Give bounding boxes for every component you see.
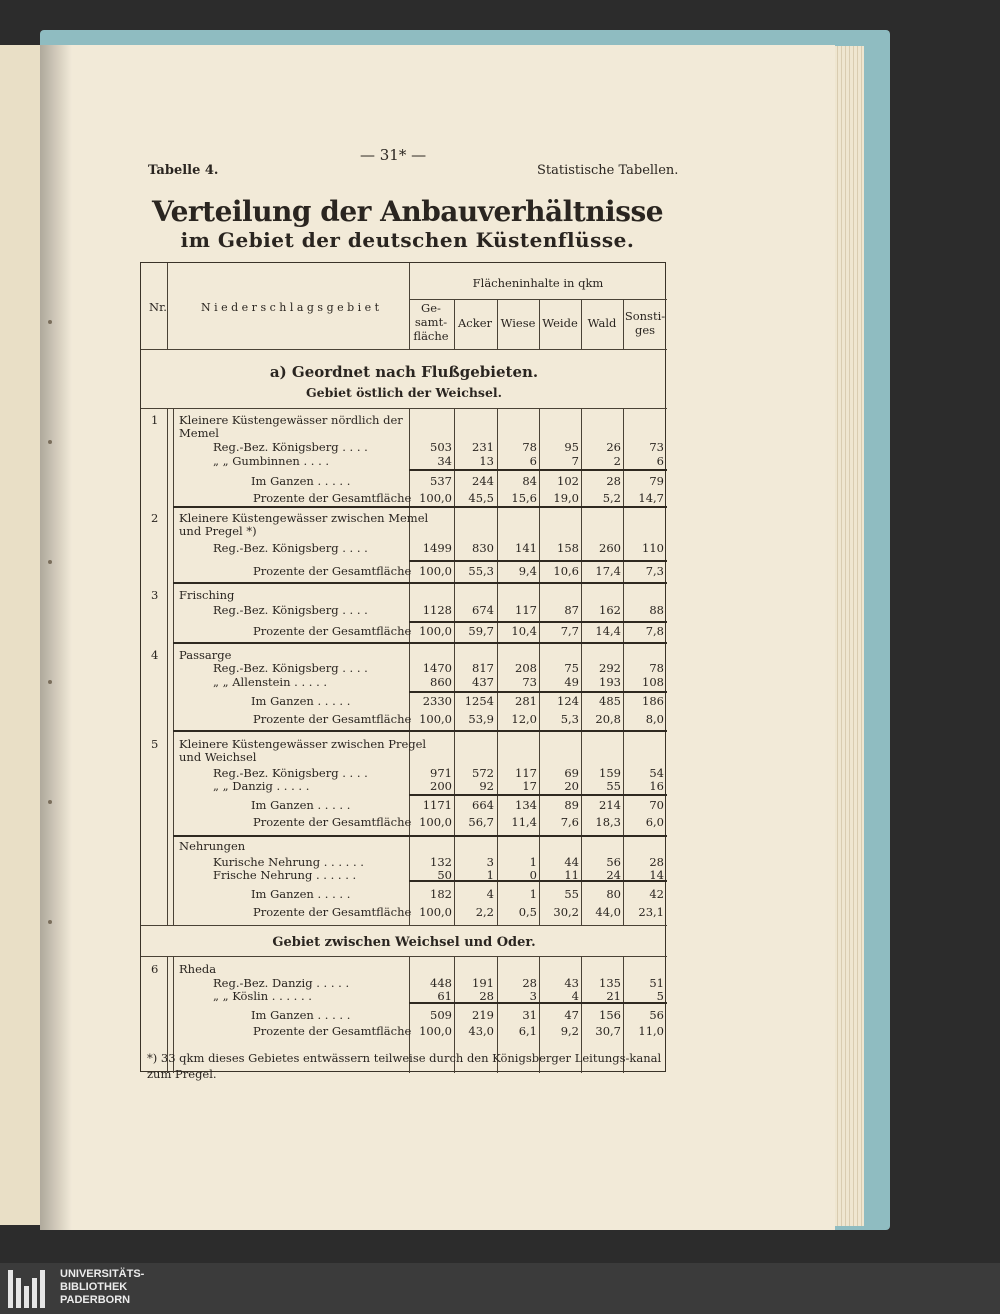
- col-header-gesamt-3: fläche: [413, 329, 449, 343]
- table-cell: 30,7: [595, 1024, 621, 1038]
- table-cell: 51: [649, 976, 664, 990]
- stitch-mark: [48, 800, 52, 804]
- library-logo-icon: [8, 1270, 52, 1308]
- table-cell: 6,0: [645, 815, 664, 829]
- table-cell: 509: [430, 1008, 452, 1022]
- rule: [539, 408, 540, 925]
- row-label: Im Ganzen . . . . .: [251, 887, 351, 901]
- row-label: Im Ganzen . . . . .: [251, 1008, 351, 1022]
- col-header-acker: Acker: [457, 316, 493, 330]
- table-cell: 219: [472, 1008, 494, 1022]
- row-number: 4: [151, 648, 159, 662]
- table-cell: 19,0: [553, 491, 579, 505]
- table-cell: 7: [571, 454, 579, 468]
- rule: [623, 299, 624, 349]
- row-label: Im Ganzen . . . . .: [251, 798, 351, 812]
- table-cell: 59,7: [468, 624, 494, 638]
- footnote: *) 33 qkm dieses Gebietes entwässern teilweise durch den Königsberger Leitungs-kanal zum Pregel.: [147, 1051, 662, 1081]
- table-cell: 9,4: [518, 564, 537, 578]
- table-cell: 15,6: [511, 491, 537, 505]
- stitch-mark: [48, 680, 52, 684]
- table-cell: 14: [649, 868, 664, 882]
- row-label: Reg.-Bez. Danzig . . . . .: [213, 976, 350, 990]
- stitch-mark: [48, 560, 52, 564]
- table-cell: 156: [599, 1008, 621, 1022]
- table-cell: 1499: [422, 541, 452, 555]
- rule: [409, 299, 667, 300]
- table-cell: 89: [564, 798, 579, 812]
- col-header-gesamt-2: samt-: [414, 315, 448, 329]
- section-title: Gebiet zwischen Weichsel und Oder.: [272, 935, 536, 950]
- row-label: Memel: [179, 426, 219, 440]
- library-name: [60, 1268, 144, 1307]
- col-header-nr: Nr.: [149, 300, 167, 314]
- table-cell: 79: [649, 474, 664, 488]
- row-number: 2: [151, 511, 159, 525]
- table-cell: 2: [613, 454, 621, 468]
- table-cell: 50: [437, 868, 452, 882]
- rule: [497, 408, 498, 925]
- rule: [539, 299, 540, 349]
- row-label: Frisching: [179, 588, 235, 602]
- row-label: Reg.-Bez. Königsberg . . . .: [213, 541, 368, 555]
- row-label: und Weichsel: [179, 750, 257, 764]
- rule: [173, 835, 667, 837]
- table-cell: 55,3: [468, 564, 494, 578]
- row-number: 6: [151, 962, 159, 976]
- row-label: Reg.-Bez. Königsberg . . . .: [213, 661, 368, 675]
- table-cell: 159: [599, 766, 621, 780]
- table-cell: 141: [515, 541, 537, 555]
- table-cell: 55: [564, 887, 579, 901]
- page-title: Verteilung der Anbauverhältnisse: [151, 195, 664, 228]
- row-number: 1: [151, 413, 159, 427]
- row-label: Reg.-Bez. Königsberg . . . .: [213, 603, 368, 617]
- table-cell: 214: [599, 798, 621, 812]
- col-header-area: N i e d e r s c h l a g s g e b i e t: [201, 301, 380, 314]
- table-cell: 80: [606, 887, 621, 901]
- table-cell: 1128: [422, 603, 452, 617]
- rule: [409, 560, 667, 562]
- table-cell: 28: [522, 976, 537, 990]
- col-header-wald: Wald: [587, 316, 617, 330]
- table-cell: 28: [479, 989, 494, 1003]
- table-cell: 7,6: [560, 815, 579, 829]
- table-cell: 100,0: [419, 491, 452, 505]
- table-cell: 2,2: [475, 905, 494, 919]
- table-cell: 200: [430, 779, 452, 793]
- table-cell: 44: [564, 855, 579, 869]
- table-cell: 6: [656, 454, 664, 468]
- table-cell: 69: [564, 766, 579, 780]
- table-cell: 6,1: [518, 1024, 537, 1038]
- table-cell: 20,8: [595, 712, 621, 726]
- table-cell: 162: [599, 603, 621, 617]
- rule: [173, 730, 667, 732]
- library-name-line1: UNIVERSITÄTS-: [60, 1268, 145, 1280]
- rule: [173, 506, 667, 508]
- table-cell: 20: [564, 779, 579, 793]
- table-cell: 503: [430, 440, 452, 454]
- table-cell: 1470: [422, 661, 452, 675]
- rule: [167, 263, 168, 349]
- section-subtitle: Gebiet östlich der Weichsel.: [305, 385, 503, 400]
- table-cell: 117: [515, 603, 537, 617]
- rule: [409, 794, 667, 796]
- row-label: Prozente der Gesamtfläche: [253, 1024, 412, 1038]
- row-label: Kurische Nehrung . . . . . .: [213, 855, 364, 869]
- table-cell: 1171: [422, 798, 452, 812]
- table-cell: 231: [472, 440, 494, 454]
- table-cell: 537: [430, 474, 452, 488]
- rule: [497, 299, 498, 349]
- stitch-mark: [48, 440, 52, 444]
- table-cell: 13: [479, 454, 494, 468]
- table-cell: 664: [472, 798, 494, 812]
- table-cell: 0,5: [518, 905, 537, 919]
- table-cell: 28: [606, 474, 621, 488]
- data-table: [140, 262, 666, 1072]
- table-cell: 9,2: [560, 1024, 579, 1038]
- table-cell: 191: [472, 976, 494, 990]
- table-cell: 100,0: [419, 712, 452, 726]
- rule: [173, 408, 174, 925]
- row-label: Kleinere Küstengewässer nördlich der: [179, 413, 403, 427]
- rule: [454, 299, 455, 349]
- row-label: Kleinere Küstengewässer zwischen Pregel: [179, 737, 427, 751]
- table-cell: 56: [649, 1008, 664, 1022]
- table-cell: 56,7: [468, 815, 494, 829]
- table-cell: 92: [479, 779, 494, 793]
- rule: [409, 621, 667, 623]
- table-cell: 8,0: [645, 712, 664, 726]
- table-cell: 448: [430, 976, 452, 990]
- table-cell: 56: [606, 855, 621, 869]
- col-header-sonstiges: [623, 309, 667, 337]
- table-cell: 78: [522, 440, 537, 454]
- table-cell: 47: [564, 1008, 579, 1022]
- table-cell: 244: [472, 474, 494, 488]
- table-cell: 108: [642, 675, 664, 689]
- rule: [623, 408, 624, 925]
- table-cell: 84: [522, 474, 537, 488]
- table-cell: 5: [656, 989, 664, 1003]
- table-cell: 100,0: [419, 1024, 452, 1038]
- rule: [409, 691, 667, 693]
- page-subtitle: im Gebiet der deutschen Küstenflüsse.: [180, 228, 635, 252]
- rule: [141, 956, 667, 957]
- table-cell: 95: [564, 440, 579, 454]
- table-cell: 437: [472, 675, 494, 689]
- table-cell: 110: [642, 541, 664, 555]
- table-cell: 10,6: [553, 564, 579, 578]
- table-cell: 11,4: [511, 815, 537, 829]
- table-cell: 860: [430, 675, 452, 689]
- table-cell: 87: [564, 603, 579, 617]
- table-cell: 7,8: [645, 624, 664, 638]
- row-label: Frische Nehrung . . . . . .: [213, 868, 357, 882]
- table-cell: 73: [649, 440, 664, 454]
- table-cell: 485: [599, 694, 621, 708]
- col-header-gesamt: [411, 301, 451, 343]
- table-cell: 42: [649, 887, 664, 901]
- table-cell: 5,3: [560, 712, 579, 726]
- row-label: Prozente der Gesamtfläche: [253, 624, 412, 638]
- row-label: und Pregel *): [179, 524, 257, 538]
- stitch-mark: [48, 920, 52, 924]
- table-cell: 12,0: [511, 712, 537, 726]
- row-label: Im Ganzen . . . . .: [251, 474, 351, 488]
- stitch-mark: [48, 320, 52, 324]
- col-header-group: Flächeninhalte in qkm: [472, 276, 604, 290]
- table-cell: 3: [486, 855, 494, 869]
- col-header-wiese: Wiese: [500, 316, 536, 330]
- row-label: Reg.-Bez. Königsberg . . . .: [213, 440, 368, 454]
- col-header-weide: Weide: [542, 316, 578, 330]
- table-cell: 43,0: [468, 1024, 494, 1038]
- rule: [409, 469, 667, 471]
- table-cell: 10,4: [511, 624, 537, 638]
- table-cell: 1: [529, 887, 537, 901]
- rule: [141, 349, 667, 350]
- table-cell: 1: [529, 855, 537, 869]
- row-number: 5: [151, 737, 159, 751]
- table-cell: 260: [599, 541, 621, 555]
- table-cell: 54: [649, 766, 664, 780]
- table-cell: 73: [522, 675, 537, 689]
- col-header-gesamt-1: Ge-: [421, 301, 441, 315]
- table-cell: 4: [571, 989, 579, 1003]
- table-cell: 817: [472, 661, 494, 675]
- table-cell: 3: [529, 989, 537, 1003]
- table-cell: 1254: [464, 694, 494, 708]
- table-cell: 5,2: [602, 491, 621, 505]
- table-cell: 208: [515, 661, 537, 675]
- table-cell: 11: [564, 868, 579, 882]
- row-label: Prozente der Gesamtfläche: [253, 712, 412, 726]
- rule: [167, 408, 168, 925]
- col-header-sonstiges-2: ges: [634, 323, 656, 337]
- table-cell: 45,5: [468, 491, 494, 505]
- rule: [173, 582, 667, 584]
- table-cell: 7,7: [560, 624, 579, 638]
- table-cell: 53,9: [468, 712, 494, 726]
- table-cell: 7,3: [645, 564, 664, 578]
- row-label: Kleinere Küstengewässer zwischen Memel: [179, 511, 429, 525]
- table-cell: 44,0: [595, 905, 621, 919]
- table-cell: 674: [472, 603, 494, 617]
- table-cell: 124: [557, 694, 579, 708]
- table-cell: 100,0: [419, 624, 452, 638]
- table-cell: 100,0: [419, 564, 452, 578]
- table-cell: 1: [486, 868, 494, 882]
- row-label: „ „ Gumbinnen . . . .: [213, 454, 330, 468]
- row-label: Prozente der Gesamtfläche: [253, 564, 412, 578]
- table-cell: 18,3: [595, 815, 621, 829]
- table-cell: 182: [430, 887, 452, 901]
- table-cell: 134: [515, 798, 537, 812]
- rule: [141, 925, 667, 926]
- table-cell: 24: [606, 868, 621, 882]
- rule: [454, 408, 455, 925]
- table-cell: 100,0: [419, 815, 452, 829]
- table-cell: 78: [649, 661, 664, 675]
- row-number: 3: [151, 588, 159, 602]
- table-cell: 135: [599, 976, 621, 990]
- table-cell: 16: [649, 779, 664, 793]
- table-cell: 75: [564, 661, 579, 675]
- header-right: Statistische Tabellen.: [537, 163, 679, 178]
- table-cell: 281: [515, 694, 537, 708]
- table-cell: 6: [529, 454, 537, 468]
- table-cell: 26: [606, 440, 621, 454]
- rule: [173, 642, 667, 644]
- row-label: „ „ Allenstein . . . . .: [213, 675, 328, 689]
- table-cell: 2330: [422, 694, 452, 708]
- table-cell: 31: [522, 1008, 537, 1022]
- table-cell: 193: [599, 675, 621, 689]
- library-name-line3: PADERBORN: [60, 1294, 131, 1306]
- row-label: „ „ Köslin . . . . . .: [213, 989, 312, 1003]
- row-label: Im Ganzen . . . . .: [251, 694, 351, 708]
- table-cell: 158: [557, 541, 579, 555]
- table-cell: 30,2: [553, 905, 579, 919]
- row-label: „ „ Danzig . . . . .: [213, 779, 310, 793]
- table-cell: 28: [649, 855, 664, 869]
- row-label: Prozente der Gesamtfläche: [253, 491, 412, 505]
- rule: [409, 408, 410, 925]
- table-cell: 55: [606, 779, 621, 793]
- table-cell: 971: [430, 766, 452, 780]
- table-cell: 21: [606, 989, 621, 1003]
- table-cell: 49: [564, 675, 579, 689]
- table-cell: 61: [437, 989, 452, 1003]
- table-cell: 14,4: [595, 624, 621, 638]
- row-label: Nehrungen: [179, 839, 246, 853]
- page-number: — 31* —: [360, 146, 427, 164]
- table-cell: 572: [472, 766, 494, 780]
- table-cell: 830: [472, 541, 494, 555]
- page-gutter: [40, 45, 72, 1230]
- row-label: Rheda: [179, 962, 217, 976]
- row-label: Passarge: [179, 648, 232, 662]
- table-cell: 88: [649, 603, 664, 617]
- table-cell: 292: [599, 661, 621, 675]
- rule: [141, 408, 667, 409]
- left-page-edge: [0, 45, 40, 1225]
- section-title: a) Geordnet nach Flußgebieten.: [269, 363, 539, 381]
- row-label: Reg.-Bez. Königsberg . . . .: [213, 766, 368, 780]
- table-cell: 102: [557, 474, 579, 488]
- table-cell: 4: [486, 887, 494, 901]
- header-left: Tabelle 4.: [148, 163, 219, 178]
- rule: [409, 263, 410, 349]
- table-cell: 17,4: [595, 564, 621, 578]
- table-cell: 117: [515, 766, 537, 780]
- table-cell: 14,7: [638, 491, 664, 505]
- row-label: Prozente der Gesamtfläche: [253, 905, 412, 919]
- library-banner: [0, 1263, 1000, 1314]
- rule: [581, 408, 582, 925]
- table-cell: 70: [649, 798, 664, 812]
- col-header-sonstiges-1: Sonsti-: [624, 309, 666, 323]
- table-cell: 100,0: [419, 905, 452, 919]
- table-cell: 11,0: [638, 1024, 664, 1038]
- table-cell: 186: [642, 694, 664, 708]
- table-cell: 0: [529, 868, 537, 882]
- table-cell: 17: [522, 779, 537, 793]
- table-cell: 23,1: [638, 905, 664, 919]
- library-name-line2: BIBLIOTHEK: [60, 1281, 128, 1293]
- table-cell: 34: [437, 454, 452, 468]
- table-cell: 43: [564, 976, 579, 990]
- table-cell: 132: [430, 855, 452, 869]
- rule: [581, 299, 582, 349]
- row-label: Prozente der Gesamtfläche: [253, 815, 412, 829]
